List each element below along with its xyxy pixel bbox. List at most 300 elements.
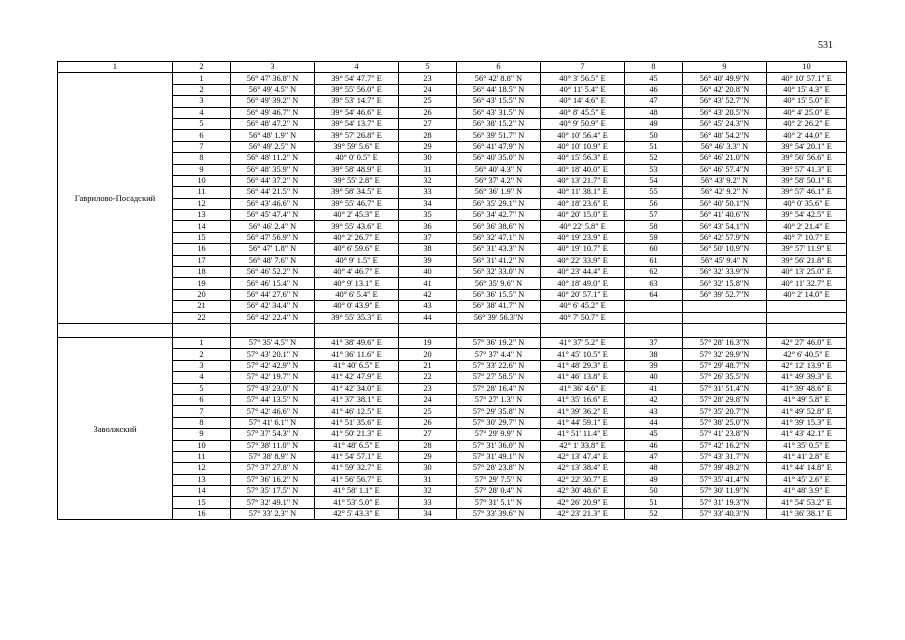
data-cell: 51 [625,497,683,508]
empty-cell [173,323,231,337]
data-cell: 39° 54' 47.7" E [315,73,399,84]
data-cell: 20 [399,349,457,360]
data-cell: 39° 59' 5.6" E [315,141,399,152]
table-row [58,383,847,394]
data-cell: 10 [173,440,231,451]
data-cell: 56° 46' 15.4" N [231,278,315,289]
table-row [58,244,847,255]
table-row [58,463,847,474]
empty-cell [399,323,457,337]
data-cell: 34 [399,508,457,519]
data-cell: 56° 31' 41.2" N [457,255,541,266]
data-cell: 39° 54' 42.5" E [767,210,847,221]
data-cell: 4 [173,107,231,118]
empty-cell [767,301,847,312]
data-cell: 41° 40' 6.5" E [315,360,399,371]
data-cell: 40° 9' 50.9" E [541,118,625,129]
empty-cell [683,301,767,312]
data-cell: 52 [625,508,683,519]
data-cell: 56° 43' 20.5"N [683,107,767,118]
data-cell: 39° 55' 46.7" E [315,198,399,209]
data-cell: 40° 9' 1.5" E [315,255,399,266]
data-cell: 37 [399,232,457,243]
data-cell: 40° 0' 43.9" E [315,301,399,312]
data-cell: 54 [625,175,683,186]
data-cell: 57° 31' 51.4"N [683,383,767,394]
data-cell: 30 [399,463,457,474]
data-cell: 16 [173,244,231,255]
data-cell: 41° 49' 52.8" E [767,406,847,417]
data-cell: 57° 42' 46.6" N [231,406,315,417]
data-cell: 12 [173,463,231,474]
table-row [58,349,847,360]
data-cell: 56° 35' 29.1" N [457,198,541,209]
data-cell: 56° 47' 36.8" N [231,73,315,84]
data-cell: 32 [399,486,457,497]
data-cell: 47 [625,96,683,107]
data-cell: 56° 49' 46.7" N [231,107,315,118]
data-cell: 23 [399,383,457,394]
data-cell: 30 [399,153,457,164]
empty-cell [625,301,683,312]
data-cell: 56° 40' 49.9"N [683,73,767,84]
data-cell: 56° 48' 11.2" N [231,153,315,164]
data-cell: 39° 57' 11.9" E [767,244,847,255]
table-row [58,337,847,348]
data-cell: 40° 11' 5.4" E [541,84,625,95]
data-cell: 39° 55' 56.0" E [315,84,399,95]
data-cell: 40° 22' 33.9" E [541,255,625,266]
data-cell: 56° 46' 2.4" N [231,221,315,232]
data-cell: 40 [399,267,457,278]
data-cell: 41° 54' 57.1" E [315,451,399,462]
data-cell: 40° 2' 26.7" E [315,232,399,243]
table-row [58,84,847,95]
column-header: 7 [541,62,625,73]
data-cell: 11 [173,187,231,198]
data-cell: 40° 3' 56.5" E [541,73,625,84]
data-cell: 56° 42' 8.8" N [457,73,541,84]
table-row [58,198,847,209]
data-cell: 39° 58' 48.9" E [315,164,399,175]
data-cell: 56° 36' 38.6" N [457,221,541,232]
data-cell: 22 [173,312,231,323]
data-cell: 42° 5' 43.3" E [315,508,399,519]
data-cell: 57° 31' 36.0" N [457,440,541,451]
data-cell: 56° 43' 31.5" N [457,107,541,118]
data-cell: 41° 49' 5.8" E [767,394,847,405]
data-cell: 31 [399,474,457,485]
data-cell: 41° 41' 2.8" E [767,451,847,462]
data-cell: 39° 55' 2.8" E [315,175,399,186]
data-cell: 57° 38' 11.0" N [231,440,315,451]
data-cell: 42° 6' 40.5" E [767,349,847,360]
data-cell: 57° 31' 19.3"N [683,497,767,508]
section-separator-row [58,323,847,337]
data-cell: 40° 2' 44.0" E [767,130,847,141]
data-cell: 56° 32' 47.1" N [457,232,541,243]
data-cell: 56° 38' 15.2" N [457,118,541,129]
data-cell: 1 [173,337,231,348]
data-cell: 57° 36' 16.2" N [231,474,315,485]
data-cell: 41° 44' 14.8" E [767,463,847,474]
data-cell: 56° 46' 3.3" N [683,141,767,152]
data-cell: 29 [399,451,457,462]
column-header: 4 [315,62,399,73]
data-cell: 56° 42' 22.4" N [231,312,315,323]
data-cell: 42° 1' 33.8" E [541,440,625,451]
data-cell: 40° 2' 26.2" E [767,118,847,129]
data-cell: 40° 8' 45.5" E [541,107,625,118]
data-cell: 32 [399,175,457,186]
data-cell: 40° 2' 21.4" E [767,221,847,232]
data-cell: 56° 31' 43.3" N [457,244,541,255]
data-cell: 41° 36' 11.6" E [315,349,399,360]
data-cell: 57° 37' 4.4" N [457,349,541,360]
empty-cell [58,323,173,337]
data-cell: 56° 43' 9.2" N [683,175,767,186]
data-cell: 50 [625,486,683,497]
data-cell: 40° 13' 21.7" E [541,175,625,186]
data-cell: 57° 43' 31.7"N [683,451,767,462]
table-row [58,141,847,152]
data-cell: 57° 29' 48.7"N [683,360,767,371]
data-cell: 33 [399,497,457,508]
data-cell: 42 [625,394,683,405]
data-cell: 16 [173,508,231,519]
data-cell: 49 [625,474,683,485]
data-cell: 56° 40' 4.3" N [457,164,541,175]
page-number: 531 [818,40,833,51]
data-cell: 57° 35' 4.5" N [231,337,315,348]
data-cell: 28 [399,130,457,141]
data-cell: 40° 18' 40.0" E [541,164,625,175]
data-cell: 57° 36' 19.2" N [457,337,541,348]
data-cell: 45 [625,429,683,440]
empty-cell [683,323,767,337]
data-cell: 57° 30' 11.9"N [683,486,767,497]
table-row [58,289,847,300]
data-cell: 41 [625,383,683,394]
data-cell: 41° 46' 13.8" E [541,372,625,383]
data-cell: 40° 7' 50.7" E [541,312,625,323]
data-cell: 56° 47' 56.9" N [231,232,315,243]
table-row [58,508,847,519]
data-cell: 57° 38' 25.0"N [683,417,767,428]
data-cell: 40° 22' 5.8" E [541,221,625,232]
table-row [58,497,847,508]
data-cell: 51 [625,141,683,152]
data-cell: 53 [625,164,683,175]
data-cell: 57° 33' 40.3"N [683,508,767,519]
data-cell: 57° 35' 17.5" N [231,486,315,497]
data-cell: 57° 41' 6.1" N [231,417,315,428]
data-cell: 25 [399,96,457,107]
data-cell: 57° 28' 29.8"N [683,394,767,405]
data-cell: 37 [625,337,683,348]
data-cell: 10 [173,175,231,186]
data-cell: 57° 33' 39.6" N [457,508,541,519]
data-cell: 48 [625,107,683,118]
data-cell: 40° 18' 49.0" E [541,278,625,289]
table-row [58,417,847,428]
data-cell: 19 [399,337,457,348]
data-cell: 57° 44' 13.5" N [231,394,315,405]
data-cell: 41° 42' 34.0" E [315,383,399,394]
data-cell: 56° 32' 15.8"N [683,278,767,289]
data-cell: 40° 10' 56.4" E [541,130,625,141]
data-cell: 22 [399,372,457,383]
data-cell: 57° 27' 58.5" N [457,372,541,383]
region-name-cell: Гаврилово-Посадский [58,73,173,324]
data-cell: 39° 54' 13.7" E [315,118,399,129]
data-cell: 5 [173,118,231,129]
table-row [58,118,847,129]
data-cell: 27 [399,118,457,129]
data-cell: 56° 42' 9.2" N [683,187,767,198]
empty-cell [457,323,541,337]
data-cell: 56° 43' 15.5" N [457,96,541,107]
data-cell: 8 [173,417,231,428]
data-cell: 41° 45' 2.6" E [767,474,847,485]
data-cell: 40° 23' 44.4" E [541,267,625,278]
data-cell: 3 [173,360,231,371]
data-cell: 56° 42' 34.4" N [231,301,315,312]
data-cell: 11 [173,451,231,462]
data-cell: 52 [625,153,683,164]
data-cell: 40° 11' 32.7" E [767,278,847,289]
data-cell: 14 [173,486,231,497]
data-cell: 41° 39' 36.2" E [541,406,625,417]
table-row [58,164,847,175]
data-cell: 39° 55' 43.6" E [315,221,399,232]
data-cell: 56° 41' 47.9" N [457,141,541,152]
data-cell: 40° 15' 56.3" E [541,153,625,164]
data-cell: 57° 28' 16.3"N [683,337,767,348]
data-cell: 23 [399,73,457,84]
data-cell: 41° 35' 16.6" E [541,394,625,405]
data-cell: 24 [399,394,457,405]
data-cell: 1 [173,73,231,84]
column-header: 8 [625,62,683,73]
data-cell: 41° 51' 35.6" E [315,417,399,428]
data-cell: 40° 2' 45.3" E [315,210,399,221]
data-cell: 56° 43' 54.1"N [683,221,767,232]
data-cell: 39° 54' 46.6" E [315,107,399,118]
data-cell: 57° 29' 7.5" N [457,474,541,485]
data-cell: 39° 57' 46.1" E [767,187,847,198]
data-cell: 8 [173,153,231,164]
data-cell: 42 [399,289,457,300]
data-cell: 35 [399,210,457,221]
data-cell: 45 [625,73,683,84]
data-cell: 40° 15' 5.0" E [767,96,847,107]
data-cell: 41° 37' 38.1" E [315,394,399,405]
data-cell: 42° 23' 21.3" E [541,508,625,519]
data-cell: 56° 46' 52.2" N [231,267,315,278]
data-cell: 41° 38' 49.6" E [315,337,399,348]
column-header: 2 [173,62,231,73]
data-cell: 13 [173,210,231,221]
data-cell: 40° 10' 10.9" E [541,141,625,152]
data-cell: 57° 41' 23.8"N [683,429,767,440]
data-cell: 39 [625,360,683,371]
empty-cell [767,323,847,337]
data-cell: 57° 43' 20.1" N [231,349,315,360]
empty-cell [625,312,683,323]
data-cell: 41° 48' 6.5" E [315,440,399,451]
data-cell: 7 [173,141,231,152]
data-cell: 56° 44' 27.6" N [231,289,315,300]
data-cell: 46 [625,84,683,95]
data-cell: 56° 48' 35.9" N [231,164,315,175]
data-cell: 40° 20' 57.1" E [541,289,625,300]
data-cell: 41° 44' 59.1" E [541,417,625,428]
data-cell: 57° 42' 19.7" N [231,372,315,383]
column-header: 3 [231,62,315,73]
data-cell: 56° 39' 56.3"N [457,312,541,323]
data-cell: 41° 50' 21.3" E [315,429,399,440]
data-cell: 50 [625,130,683,141]
data-cell: 40° 9' 13.1" E [315,278,399,289]
coordinates-table [57,61,847,520]
data-cell: 57° 33' 2.3" N [231,508,315,519]
data-cell: 39° 55' 35.3" E [315,312,399,323]
data-cell: 58 [625,221,683,232]
data-cell: 42° 30' 48.6" E [541,486,625,497]
data-cell: 57° 35' 20.7"N [683,406,767,417]
data-cell: 41° 48' 29.3" E [541,360,625,371]
data-cell: 13 [173,474,231,485]
table-row [58,96,847,107]
data-cell: 40° 10' 57.1" E [767,73,847,84]
column-header: 10 [767,62,847,73]
data-cell: 57° 28' 23.8" N [457,463,541,474]
data-cell: 40 [625,372,683,383]
data-cell: 56° 44' 21.5" N [231,187,315,198]
table-row [58,474,847,485]
table-row [58,107,847,118]
data-cell: 56° 49' 39.2" N [231,96,315,107]
data-cell: 56° 37' 4.2" N [457,175,541,186]
data-cell: 39° 57' 41.3" E [767,164,847,175]
data-cell: 56° 40' 35.0" N [457,153,541,164]
data-cell: 41° 51' 11.4" E [541,429,625,440]
table-row [58,153,847,164]
table-row [58,255,847,266]
data-cell: 41° 46' 12.5" E [315,406,399,417]
data-cell: 40° 4' 25.0" E [767,107,847,118]
table-row [58,221,847,232]
data-cell: 56° 39' 51.7" N [457,130,541,141]
data-cell: 57° 30' 29.7" N [457,417,541,428]
data-cell: 48 [625,463,683,474]
data-cell: 57° 27' 1.3" N [457,394,541,405]
column-header: 1 [58,62,173,73]
data-cell: 56° 45' 9.4" N [683,255,767,266]
data-cell: 57° 32' 29.9"N [683,349,767,360]
data-cell: 56° 32' 33.9"N [683,267,767,278]
data-cell: 49 [625,118,683,129]
data-cell: 40° 6' 59.6" E [315,244,399,255]
data-cell: 56° 46' 57.4"N [683,164,767,175]
data-cell: 57 [625,210,683,221]
data-cell: 57° 42' 42.9" N [231,360,315,371]
data-cell: 57° 28' 0.4" N [457,486,541,497]
data-cell: 41° 45' 10.5" E [541,349,625,360]
data-cell: 56° 48' 47.2" N [231,118,315,129]
header-row [58,62,847,73]
data-cell: 40° 14' 4.6" E [541,96,625,107]
data-cell: 17 [173,255,231,266]
empty-cell [541,323,625,337]
table-row [58,187,847,198]
empty-cell [625,323,683,337]
data-cell: 40° 4' 46.7" E [315,267,399,278]
table-row [58,429,847,440]
data-cell: 56° 49' 2.5" N [231,141,315,152]
data-cell: 56° 39' 52.7"N [683,289,767,300]
data-cell: 26 [399,107,457,118]
data-cell: 40° 20' 15.0" E [541,210,625,221]
data-cell: 57° 37' 27.8" N [231,463,315,474]
data-cell: 56° 45' 47.4" N [231,210,315,221]
data-cell: 56° 44' 18.5" N [457,84,541,95]
data-cell: 33 [399,187,457,198]
data-cell: 9 [173,164,231,175]
data-cell: 56° 48' 1.9" N [231,130,315,141]
table-row [58,486,847,497]
data-cell: 56° 36' 1.9" N [457,187,541,198]
data-cell: 31 [399,164,457,175]
data-cell: 44 [625,417,683,428]
data-cell: 18 [173,267,231,278]
data-cell: 41° 49' 39.3" E [767,372,847,383]
data-cell: 39° 57' 26.8" E [315,130,399,141]
data-cell: 62 [625,267,683,278]
data-cell: 59 [625,232,683,243]
data-cell: 57° 31' 5.1" N [457,497,541,508]
data-cell: 41° 36' 4.6" E [541,383,625,394]
data-cell: 41° 43' 42.1" E [767,429,847,440]
data-cell: 42° 13' 38.4" E [541,463,625,474]
data-cell: 5 [173,383,231,394]
table-row [58,175,847,186]
region-name-cell: Заволжский [58,337,173,519]
data-cell: 41° 42' 47.9" E [315,372,399,383]
column-header: 9 [683,62,767,73]
empty-cell [315,323,399,337]
data-cell: 40° 2' 14.0" E [767,289,847,300]
data-cell: 2 [173,84,231,95]
data-cell: 56° 48' 7.6" N [231,255,315,266]
data-cell: 41° 39' 48.6" E [767,383,847,394]
data-cell: 40° 0' 0.5" E [315,153,399,164]
data-cell: 57° 39' 49.2"N [683,463,767,474]
data-cell: 40° 0' 35.6" E [767,198,847,209]
data-cell: 57° 43' 23.0" N [231,383,315,394]
data-cell: 42° 27' 46.0" E [767,337,847,348]
data-cell: 41° 58' 1.1" E [315,486,399,497]
data-cell: 9 [173,429,231,440]
empty-cell [231,323,315,337]
data-cell: 25 [399,406,457,417]
data-cell: 60 [625,244,683,255]
data-cell: 24 [399,84,457,95]
data-cell: 12 [173,198,231,209]
data-cell: 42° 12' 13.9" E [767,360,847,371]
data-cell: 42° 22' 30.7" E [541,474,625,485]
